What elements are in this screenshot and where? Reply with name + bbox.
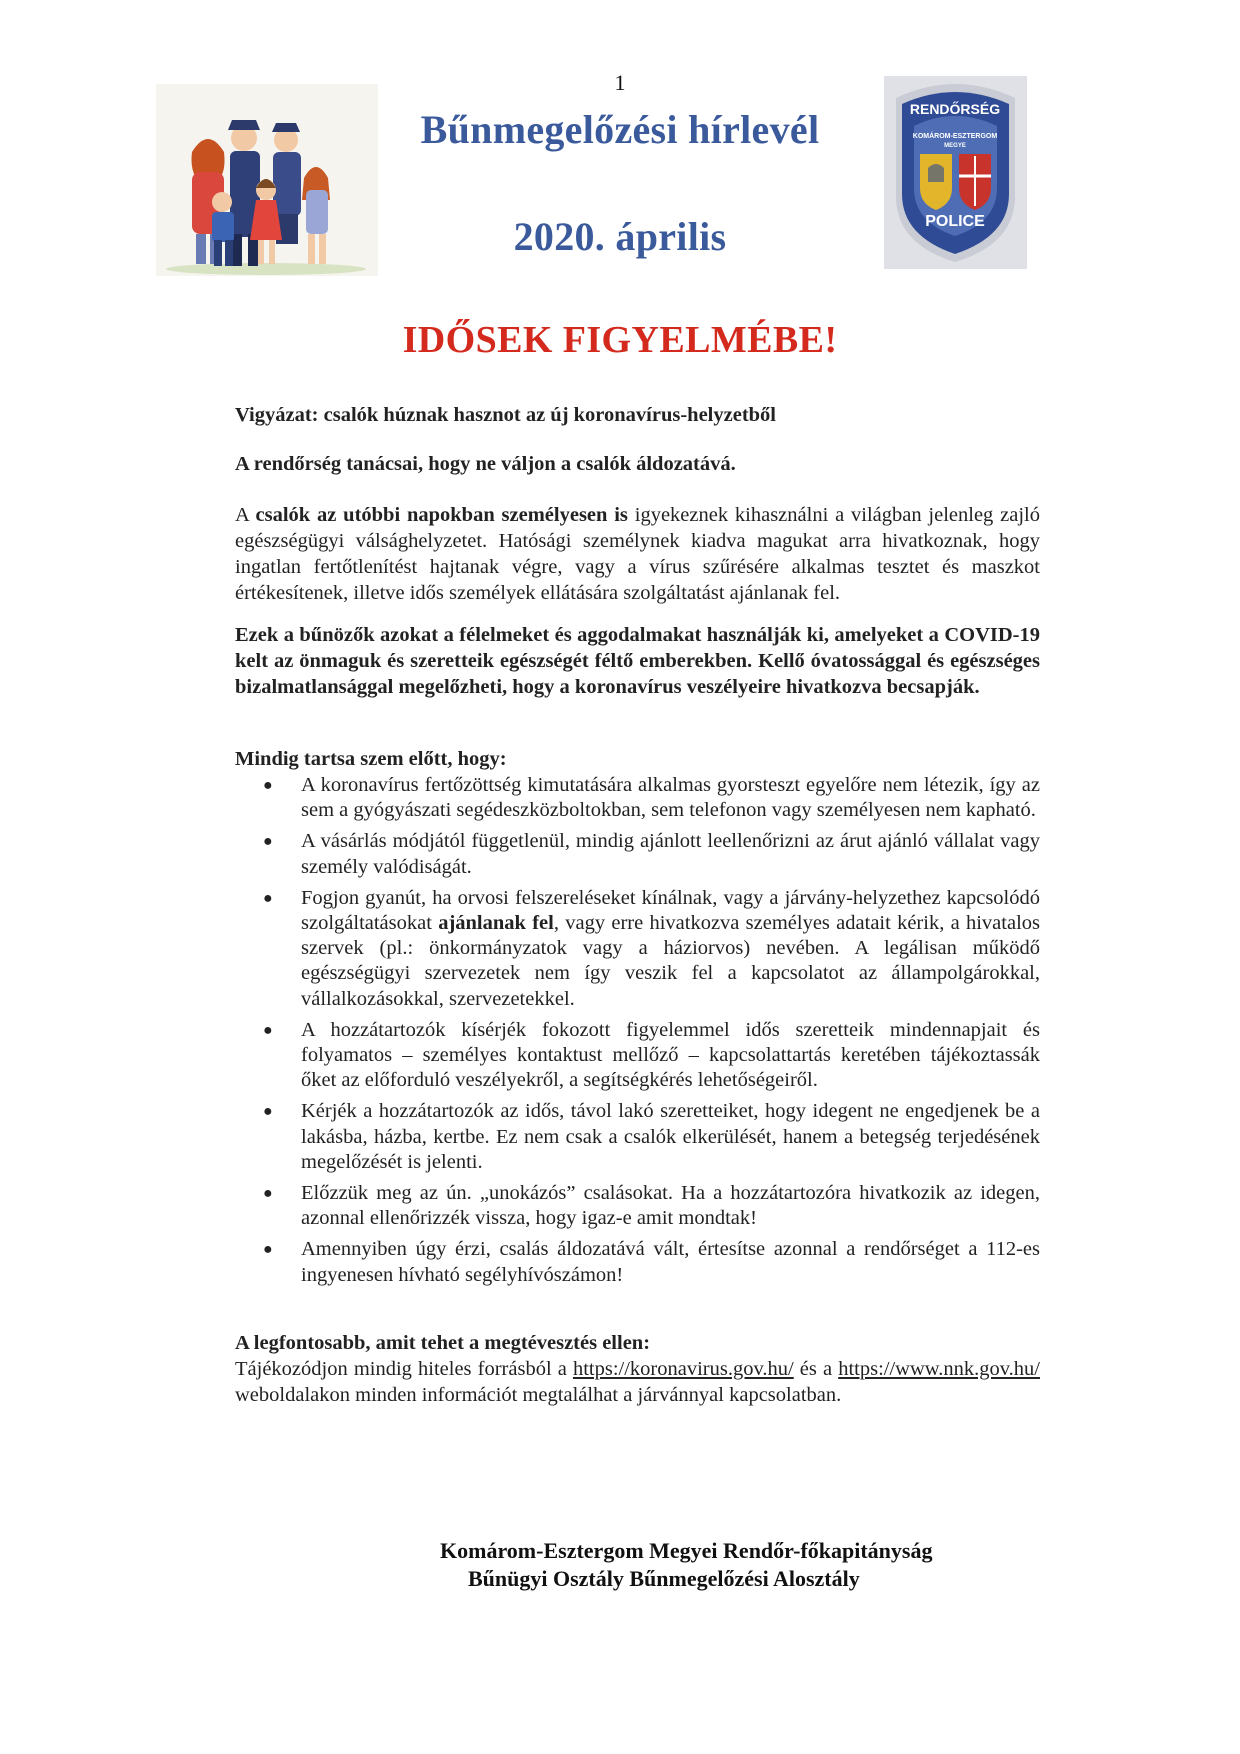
important-text-before: Tájékozódjon mindig hiteles forrásból a xyxy=(235,1358,573,1380)
advice-list xyxy=(235,773,1040,1294)
bullet-text: Előzzük meg az ún. „unokázós” csalásokat. Ha a hozzátartozóra hivatkozik az idegen, azonnal ellenőrizzék vissza, hogy igaz-e amit mondtak! xyxy=(301,1182,1040,1230)
list-item xyxy=(235,1018,1040,1094)
warning-line: Vigyázat: csalók húznak hasznot az új koronavírus-helyzetből xyxy=(235,404,776,426)
list-item xyxy=(235,1237,1040,1287)
bullet-icon: ● xyxy=(263,889,273,907)
bullet-text-cont: , vagy erre hivatkozva személyes adatait kérik, a hivatalos szervek (pl.: önkormányzatok vagy a háziorvos) nevében. A legálisan működő egészségügyi szervezetek nem így veszik fel a kapcsolatot az állampolgárokkal, vállalkozásokkal, szervezetekkel. xyxy=(301,912,1040,1010)
newsletter-date: 2020. április xyxy=(513,214,727,259)
bullet-text: Amennyiben úgy érzi, csalás áldozatává vált, értesítse azonnal a rendőrséget a 112-es ingyenesen hívható segélyhívószámon! xyxy=(301,1238,1040,1286)
covid-paragraph: Ezek a bűnözők azokat a félelmeket és aggodalmakat használják ki, amelyeket a COVID-19 kelt az önmaguk és szeretteik egészségét féltő emberekben. Kellő óvatossággal és egészséges bizalmatlansággal megelőzheti, hogy a koronavírus veszélyeire hivatkozva becsapják. xyxy=(235,624,1040,698)
bullet-text: A vásárlás módjától függetlenül, mindig ajánlott leellenőrizni az árut ajánló vállalat vagy személy valódiságát. xyxy=(301,830,1040,878)
badge-region-sub-text: MEGYE xyxy=(944,143,966,149)
bullet-text: Kérjék a hozzátartozók az idős, távol lakó szeretteiket, hogy idegent ne engedjenek be a lakásba, házba, kertbe. Ez nem csak a csalók elkerülését, hanem a betegség terjedésének megelőzését is jelenti. xyxy=(301,1100,1040,1173)
bullet-text: Fogjon gyanút, ha orvosi felszereléseket kínálnak, vagy a járvány-helyzethez kapcsolódó szolgáltatásokat xyxy=(301,886,1040,935)
important-heading: A legfontosabb, amit tehet a megtévesztés ellen: xyxy=(235,1332,651,1354)
nnk-link[interactable]: https://www.nnk.gov.hu/ xyxy=(838,1358,1040,1380)
intro-paragraph xyxy=(235,502,1040,606)
page-number: 1 xyxy=(614,70,626,95)
badge-top-text: RENDŐRSÉG xyxy=(909,101,1001,117)
advice-line: A rendőrség tanácsai, hogy ne váljon a csalók áldozatává. xyxy=(235,453,736,475)
bullet-icon: ● xyxy=(263,777,273,794)
bullet-icon: ● xyxy=(263,1241,273,1259)
signature-line-2: Bűnügyi Osztály Bűnmegelőzési Alosztály xyxy=(468,1566,860,1591)
list-item xyxy=(235,1099,1040,1175)
important-paragraph xyxy=(235,1356,1040,1408)
badge-bottom-text: POLICE xyxy=(925,213,985,230)
para-bold: csalók az utóbbi napokban személyesen is xyxy=(255,504,628,526)
bullet-icon: ● xyxy=(263,1021,273,1039)
bullet-icon: ● xyxy=(263,1103,273,1121)
newsletter-title: Bűnmegelőzési hírlevél xyxy=(420,107,820,152)
alert-heading: IDŐSEK FIGYELMÉBE! xyxy=(402,319,838,361)
bullet-bold-text: ajánlanak fel xyxy=(438,912,554,935)
remember-heading: Mindig tartsa szem előtt, hogy: xyxy=(235,748,507,770)
bullet-icon: ● xyxy=(263,833,273,851)
bullet-icon: ● xyxy=(263,1185,273,1203)
signature-line-1: Komárom-Esztergom Megyei Rendőr-főkapitányság xyxy=(440,1538,933,1563)
important-text-middle: és a xyxy=(793,1358,839,1380)
koronavirus-link[interactable]: https://koronavirus.gov.hu/ xyxy=(572,1358,794,1380)
list-item xyxy=(235,773,1040,823)
list-item xyxy=(235,886,1040,1012)
important-text-after: weboldalakon minden információt megtalálhat a járvánnyal kapcsolatban. xyxy=(235,1384,842,1406)
list-item xyxy=(235,1181,1040,1231)
list-item xyxy=(235,829,1040,879)
bullet-text: A koronavírus fertőzöttség kimutatására alkalmas gyorsteszt egyelőre nem létezik, így az sem a gyógyászati segédeszközboltokban, sem telefonon vagy személyesen nem kapható. xyxy=(301,774,1040,822)
para-rest: igyekeznek kihasználni a világban jelenleg zajló egészségügyi válsághelyzetet. Hatósági személynek kiadva magukat arra hivatkoznak, hogy ingatlan fertőtlenítést hajtanak végre, vagy a vírus szűrésére alkalmas tesztet és maszkot értékesítenek, illetve idős személyek ellátására szolgáltatást ajánlanak fel. xyxy=(235,504,1040,604)
para-prefix: A xyxy=(235,504,256,526)
badge-region-text: KOMÁROM-ESZTERGOM xyxy=(912,133,998,140)
bullet-text: A hozzátartozók kísérjék fokozott figyelemmel idős szeretteik mindennapjait és folyamatos – személyes kontaktust mellőző – kapcsolattartás keretében tájékoztassák őket az előforduló veszélyekről, a segítségkérés lehetőségeiről. xyxy=(301,1018,1040,1092)
